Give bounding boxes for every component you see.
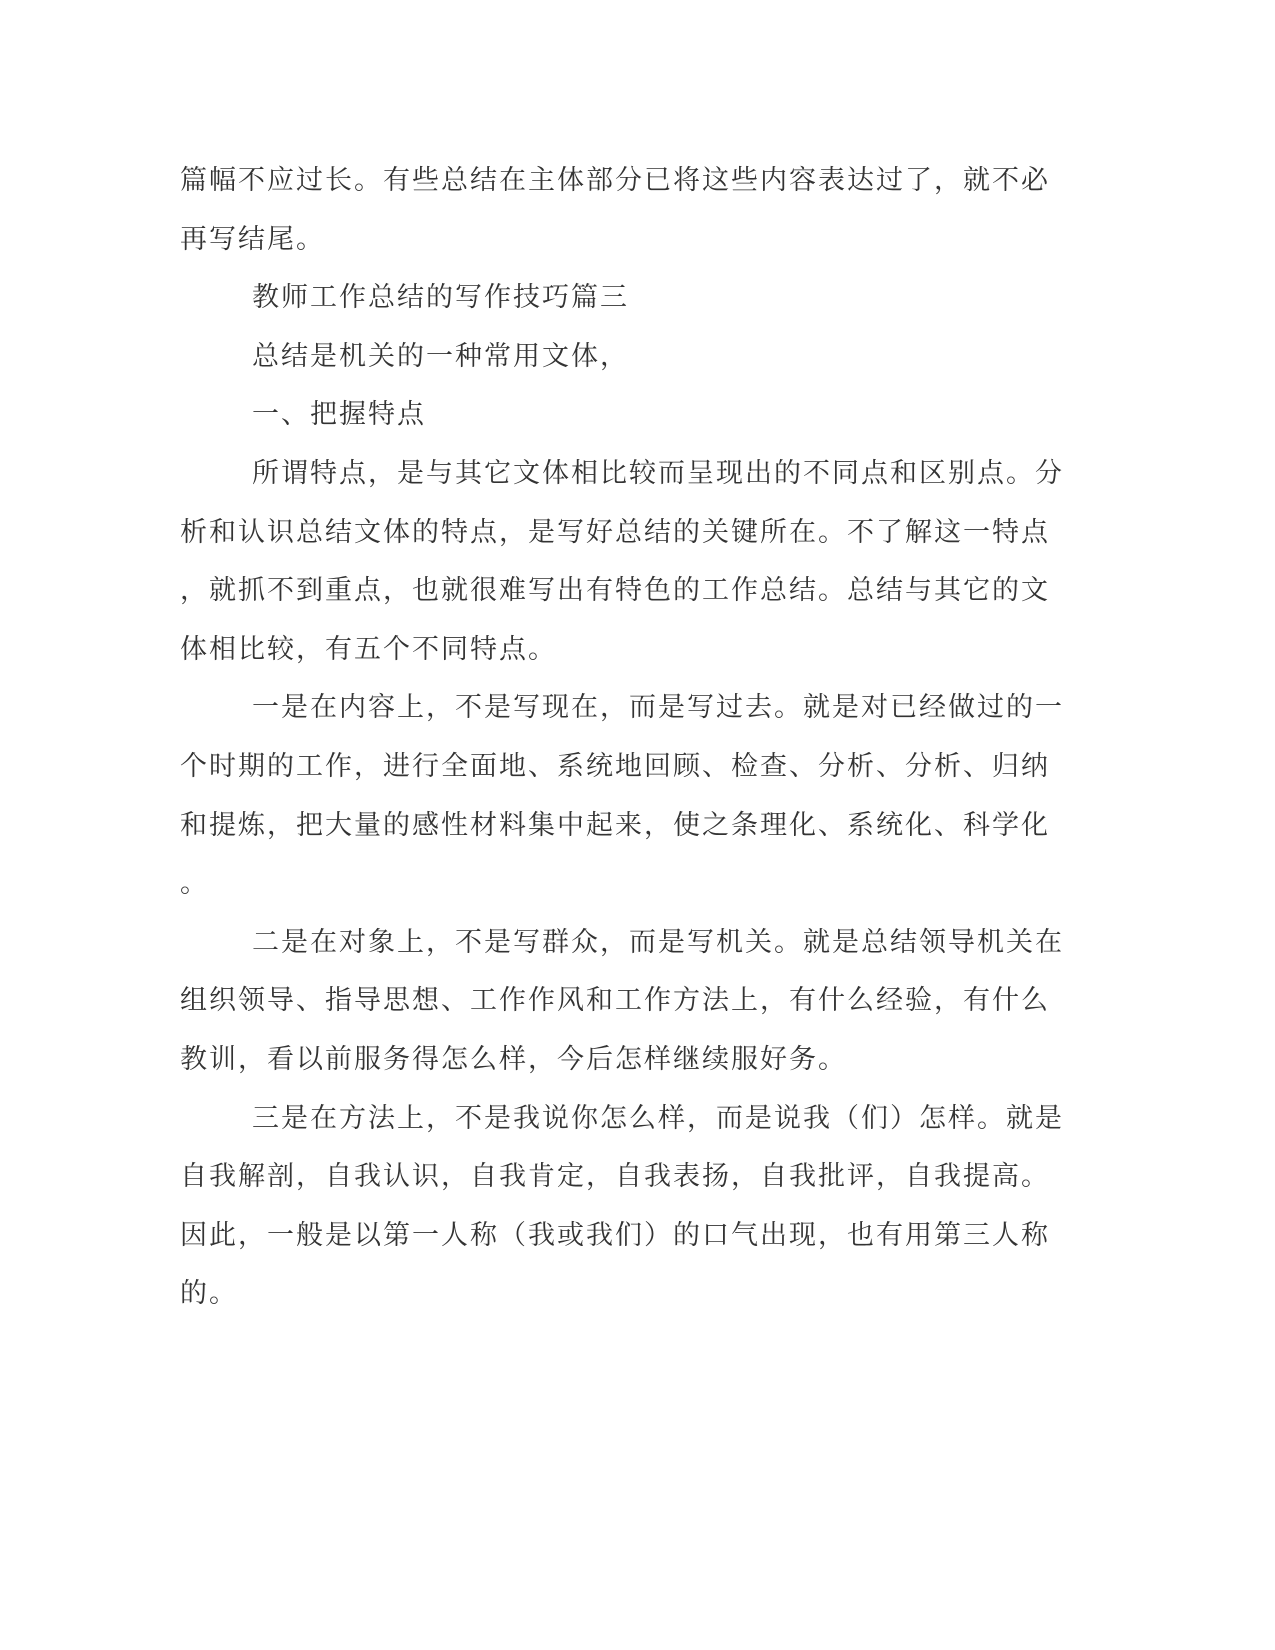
text-line: 二是在对象上，不是写群众，而是写机关。就是总结领导机关在: [252, 926, 1064, 958]
text-line: 总结是机关的一种常用文体，: [252, 340, 629, 372]
text-line: 析和认识总结文体的特点，是写好总结的关键所在。不了解这一特点: [180, 516, 1050, 548]
text-line: 三是在方法上，不是我说你怎么样，而是说我（们）怎样。就是: [252, 1102, 1064, 1134]
text-line: 和提炼，把大量的感性材料集中起来，使之条理化、系统化、科学化: [180, 809, 1050, 841]
text-line: 教训，看以前服务得怎么样，今后怎样继续服好务。: [180, 1043, 847, 1075]
subsection-heading: 一、把握特点: [252, 399, 426, 431]
text-line: 个时期的工作，进行全面地、系统地回顾、检查、分析、分析、归纳: [180, 750, 1050, 782]
text-line: 。: [180, 868, 209, 900]
text-line: ，就抓不到重点，也就很难写出有特色的工作总结。总结与其它的文: [180, 575, 1050, 607]
text-line: 体相比较，有五个不同特点。: [180, 633, 557, 665]
text-line: 篇幅不应过长。有些总结在主体部分已将这些内容表达过了，就不必: [180, 165, 1050, 196]
body-text: [180, 152, 1064, 1324]
text-line: 的。: [180, 1278, 238, 1310]
section-heading: 教师工作总结的写作技巧篇三: [252, 282, 629, 314]
text-line: 再写结尾。: [180, 223, 325, 255]
text-line: 所谓特点，是与其它文体相比较而呈现出的不同点和区别点。分: [252, 457, 1064, 489]
text-line: 因此，一般是以第一人称（我或我们）的口气出现，也有用第三人称: [180, 1219, 1050, 1251]
text-line: 组织领导、指导思想、工作作风和工作方法上，有什么经验，有什么: [180, 985, 1050, 1017]
text-line: 自我解剖，自我认识，自我肯定，自我表扬，自我批评，自我提高。: [180, 1161, 1050, 1193]
text-line: 一是在内容上，不是写现在，而是写过去。就是对已经做过的一: [252, 692, 1064, 724]
